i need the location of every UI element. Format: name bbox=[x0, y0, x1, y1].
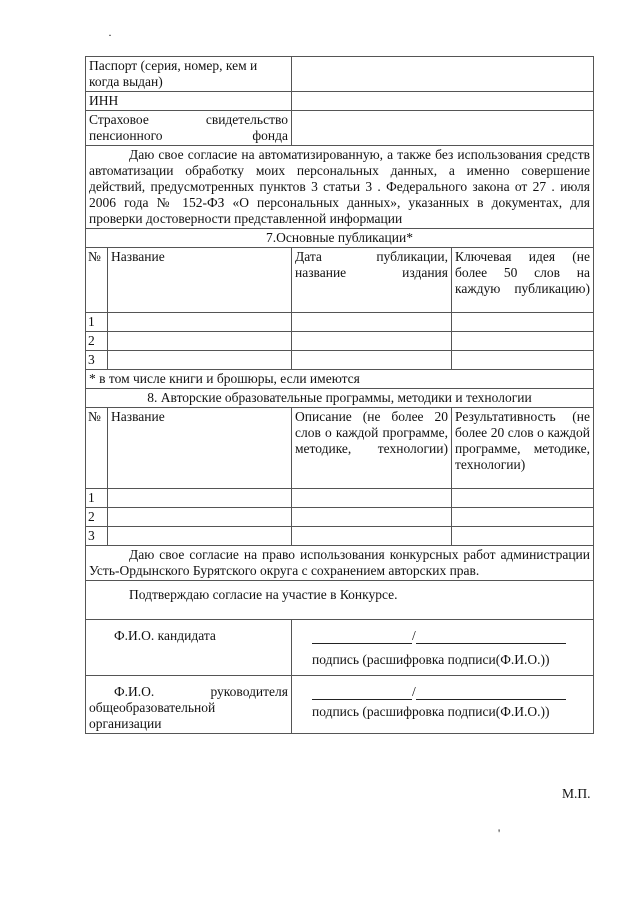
program-row bbox=[86, 508, 594, 527]
program-cell[interactable] bbox=[108, 508, 292, 527]
consent-personal-data-text: Даю свое согласие на автоматизированную, а также без использования средств автоматизации обработку моих персональных данных, а именно совершение действий, предусмотренных пунктов 3 статьи 3 . Федерального закона от 27 . июля 2006 года № 152-ФЗ «О персональных данных», указанных в документах, для проверки достоверности представленной информации bbox=[86, 146, 594, 229]
publication-cell[interactable] bbox=[108, 351, 292, 370]
signature-candidate-row bbox=[86, 620, 594, 676]
signature-candidate-label: Ф.И.О. кандидата bbox=[86, 620, 292, 676]
publication-row-num: 3 bbox=[86, 351, 108, 370]
signature-separator: / bbox=[412, 684, 416, 699]
pension-value[interactable] bbox=[292, 111, 594, 146]
program-row-num: 3 bbox=[86, 527, 108, 546]
publication-cell[interactable] bbox=[452, 313, 594, 332]
publication-cell[interactable] bbox=[452, 351, 594, 370]
publications-header-date: Дата публикации, название издания bbox=[292, 248, 452, 313]
scan-speck: ' bbox=[498, 826, 501, 840]
publications-footnote-row bbox=[86, 370, 594, 389]
publication-cell[interactable] bbox=[452, 332, 594, 351]
inn-row bbox=[86, 92, 594, 111]
publication-cell[interactable] bbox=[292, 332, 452, 351]
program-cell[interactable] bbox=[452, 489, 594, 508]
program-cell[interactable] bbox=[452, 508, 594, 527]
pension-row bbox=[86, 111, 594, 146]
application-form-table bbox=[85, 56, 594, 734]
signature-line bbox=[312, 685, 412, 700]
inn-label: ИНН bbox=[86, 92, 292, 111]
decipher-line bbox=[416, 685, 566, 700]
programs-header-name: Название bbox=[108, 408, 292, 489]
publication-cell[interactable] bbox=[292, 313, 452, 332]
program-cell[interactable] bbox=[108, 489, 292, 508]
passport-value[interactable] bbox=[292, 57, 594, 92]
publication-row-num: 2 bbox=[86, 332, 108, 351]
publications-header-row bbox=[86, 248, 594, 313]
program-cell[interactable] bbox=[292, 508, 452, 527]
programs-header-description: Описание (не более 20 слов о каждой программе, методике, технологии) bbox=[292, 408, 452, 489]
program-row bbox=[86, 527, 594, 546]
signature-separator: / bbox=[412, 628, 416, 643]
publications-title-row bbox=[86, 229, 594, 248]
program-cell[interactable] bbox=[292, 489, 452, 508]
program-cell[interactable] bbox=[452, 527, 594, 546]
program-row-num: 2 bbox=[86, 508, 108, 527]
publications-header-idea: Ключевая идея (не более 50 слов на каждую публикацию) bbox=[452, 248, 594, 313]
inn-value[interactable] bbox=[292, 92, 594, 111]
programs-title-row bbox=[86, 389, 594, 408]
publications-header-num: № bbox=[86, 248, 108, 313]
confirm-text: Подтверждаю согласие на участие в Конкурсе. bbox=[86, 581, 594, 620]
stamp-place-label: М.П. bbox=[562, 786, 591, 801]
consent-personal-row bbox=[86, 146, 594, 229]
publication-row bbox=[86, 332, 594, 351]
signature-caption: подпись (расшифровка подписи(Ф.И.О.)) bbox=[312, 652, 550, 667]
programs-title: 8. Авторские образовательные программы, методики и технологии bbox=[86, 389, 594, 408]
programs-header-row bbox=[86, 408, 594, 489]
consent-works-text: Даю свое согласие на право использования конкурсных работ администрации Усть-Ордынского Бурятского округа с сохранением авторских прав. bbox=[86, 546, 594, 581]
signature-line bbox=[312, 629, 412, 644]
publication-cell[interactable] bbox=[292, 351, 452, 370]
scan-speck: · bbox=[108, 28, 112, 42]
publication-row bbox=[86, 313, 594, 332]
publication-cell[interactable] bbox=[108, 313, 292, 332]
publications-footnote: * в том числе книги и брошюры, если имеются bbox=[86, 370, 594, 389]
publication-cell[interactable] bbox=[108, 332, 292, 351]
publication-row-num: 1 bbox=[86, 313, 108, 332]
signature-head-label: Ф.И.О. руководителя общеобразовательной организации bbox=[86, 676, 292, 734]
decipher-line bbox=[416, 629, 566, 644]
signature-head-row bbox=[86, 676, 594, 734]
signature-head-field[interactable] bbox=[292, 676, 594, 734]
confirm-row bbox=[86, 581, 594, 620]
signature-candidate-field[interactable] bbox=[292, 620, 594, 676]
program-cell[interactable] bbox=[108, 527, 292, 546]
passport-row bbox=[86, 57, 594, 92]
pension-label: Страховое свидетельство пенсионного фонда bbox=[86, 111, 292, 146]
program-cell[interactable] bbox=[292, 527, 452, 546]
publications-title: 7.Основные публикации* bbox=[86, 229, 594, 248]
programs-header-num: № bbox=[86, 408, 108, 489]
consent-works-row bbox=[86, 546, 594, 581]
program-row bbox=[86, 489, 594, 508]
publication-row bbox=[86, 351, 594, 370]
publications-header-name: Название bbox=[108, 248, 292, 313]
programs-header-results: Результативность (не более 20 слов о каждой программе, методике, технологии) bbox=[452, 408, 594, 489]
signature-caption: подпись (расшифровка подписи(Ф.И.О.)) bbox=[312, 704, 550, 719]
program-row-num: 1 bbox=[86, 489, 108, 508]
passport-label: Паспорт (серия, номер, кем и когда выдан) bbox=[86, 57, 292, 92]
